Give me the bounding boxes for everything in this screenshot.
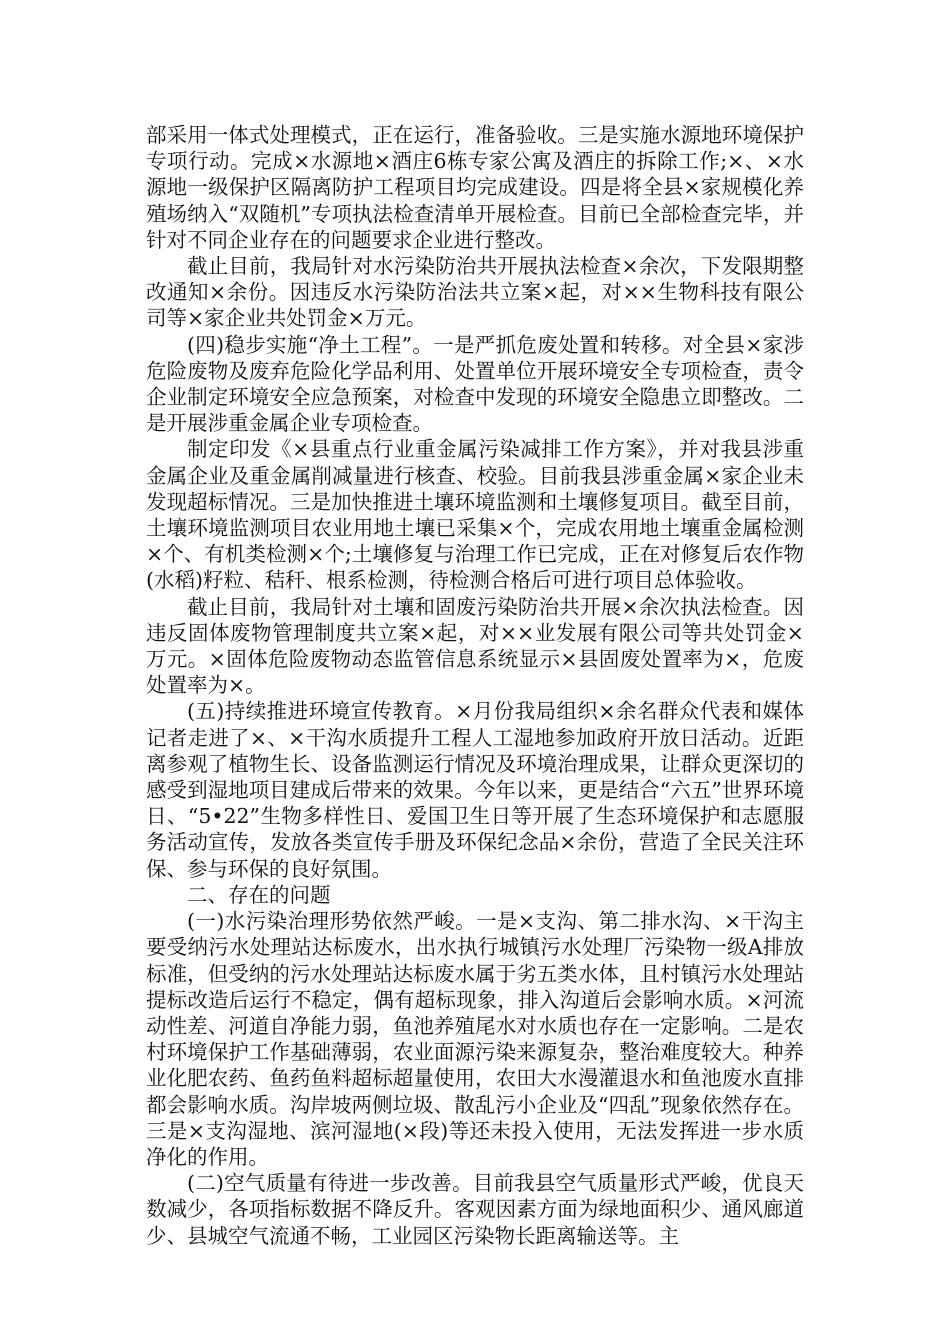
paragraph-7: (一)水污染治理形势依然严峻。一是×支沟、第二排水沟、×干沟主要受纳污水处理站达标废水，出水执行城镇污水处理厂污染物一级A排放标准，但受纳的污水处理站达标废水属于劣五类水体，且村镇污水处理站提标改造后运行不稳定，偶有超标现象，排入沟道后会影响水质。×河流动性差、河道自净能力弱，鱼池养殖尾水对水质也存在一定影响。二是农村环境保护工作基础薄弱，农业面源污染来源复杂，整治难度较大。种养业化肥农药、鱼药鱼料超标超量使用，农田大水漫灌退水和鱼池废水直排都会影响水质。沟岸坡两侧垃圾、散乱污小企业及“四乱”现象依然存在。三是×支沟湿地、滨河湿地(×段)等还未投入使用，无法发挥进一步水质净化的作用。	[146, 909, 804, 1169]
paragraph-5: 截止目前，我局针对土壤和固废污染防治共开展×余次执法检查。因违反固体废物管理制度共立案×起，对××业发展有限公司等共处罚金×万元。×固体危险废物动态监管信息系统显示×县固废处置率为×，危废处置率为×。	[146, 594, 804, 698]
paragraph-1: 部采用一体式处理模式，正在运行，准备验收。三是实施水源地环境保护专项行动。完成×水源地×酒庄6栋专家公寓及酒庄的拆除工作;×、×水源地一级保护区隔离防护工程项目均完成建设。四是将全县×家规模化养殖场纳入“双随机”专项执法检查清单开展检查。目前已全部检查完毕，并针对不同企业存在的问题要求企业进行整改。	[146, 123, 804, 252]
document-body	[146, 122, 804, 1249]
paragraph-8: (二)空气质量有待进一步改善。目前我县空气质量形式严峻，优良天数减少，各项指标数据不降反升。客观因素方面为绿地面积少、通风廊道少、县城空气流通不畅，工业园区污染物长距离输送等。主	[146, 1171, 804, 1248]
paragraph-2: 截止目前，我局针对水污染防治共开展执法检查×余次，下发限期整改通知×余份。因违反水污染防治法共立案×起，对××生物科技有限公司等×家企业共处罚金×万元。	[146, 254, 804, 331]
paragraph-4: 制定印发《×县重点行业重金属污染减排工作方案》，并对我县涉重金属企业及重金属削减量进行核查、校验。目前我县涉重金属×家企业未发现超标情况。三是加快推进土壤环境监测和土壤修复项目。截至目前，土壤环境监测项目农业用地土壤已采集×个，完成农用地土壤重金属检测×个、有机类检测×个;土壤修复与治理工作已完成，正在对修复后农作物(水稻)籽粒、秸秆、根系检测，待检测合格后可进行项目总体验收。	[146, 437, 804, 593]
section-heading: 二、存在的问题	[187, 882, 331, 907]
paragraph-3: (四)稳步实施“净土工程”。一是严抓危废处置和转移。对全县×家涉危险废物及废弃危险化学品利用、处置单位开展环境安全专项检查，责令企业制定环境安全应急预案，对检查中发现的环境安全隐患立即整改。二是开展涉重金属企业专项检查。	[146, 332, 804, 436]
paragraph-6: (五)持续推进环境宣传教育。×月份我局组织×余名群众代表和媒体记者走进了×、×干沟水质提升工程人工湿地参加政府开放日活动。近距离参观了植物生长、设备监测运行情况及环境治理成果，让群众更深切的感受到湿地项目建成后带来的效果。今年以来，更是结合“六五”世界环境日、“5•22”生物多样性日、爱国卫生日等开展了生态环境保护和志愿服务活动宣传，发放各类宣传手册及环保纪念品×余份，营造了全民关注环保、参与环保的良好氛围。	[146, 699, 804, 881]
